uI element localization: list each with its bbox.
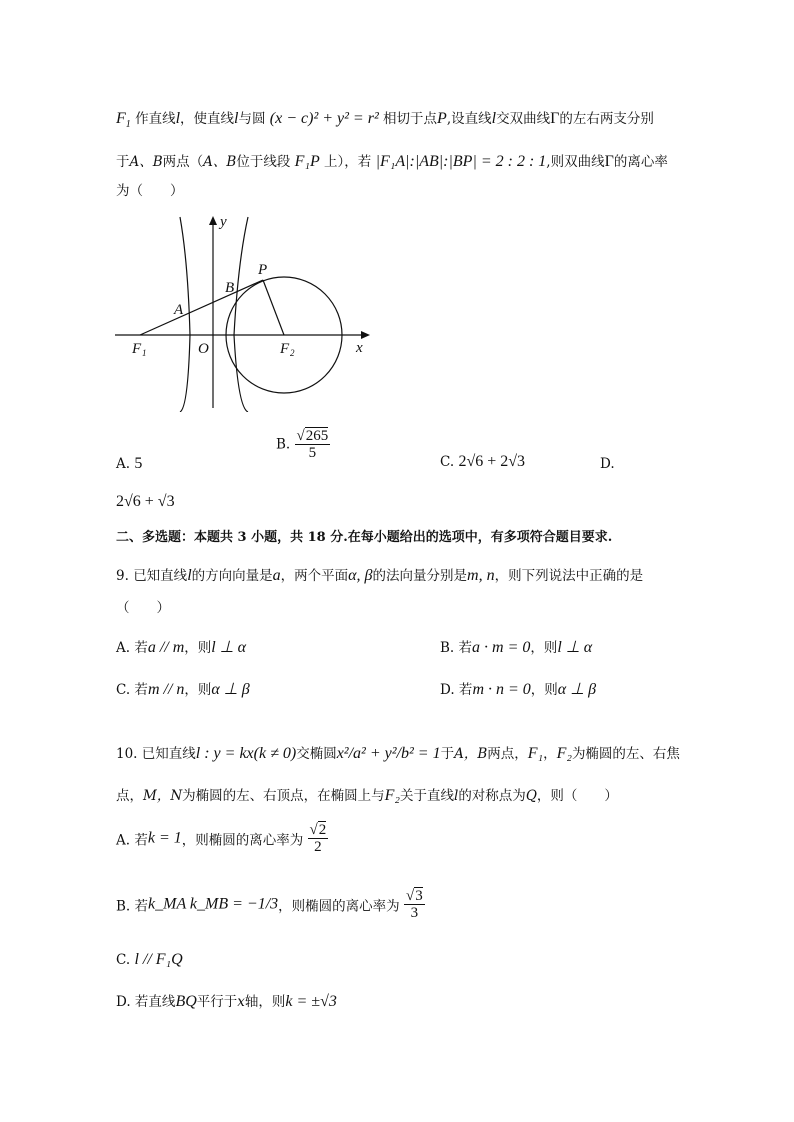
segment-f1p: F₁P <box>294 153 320 170</box>
text: 已知直线 <box>133 568 188 584</box>
text: 为椭圆的左、右焦 <box>571 746 680 762</box>
line-bq: BQ <box>175 993 197 1010</box>
label-f2-sub: 2 <box>290 348 295 358</box>
q8-option-c <box>440 452 525 472</box>
text: 轴，则 <box>244 994 286 1010</box>
text: 与圆 <box>238 111 266 127</box>
points-ab: A、B <box>203 154 237 170</box>
text: ， <box>543 746 557 762</box>
option-result: α ⊥ β <box>211 681 250 698</box>
text: 相切于点 <box>383 111 438 127</box>
option-label: A. 若 <box>116 832 148 849</box>
symbol-l: l <box>234 110 239 127</box>
question-number: 10. <box>116 746 138 762</box>
tangent-line <box>140 280 263 335</box>
section-heading-text: 二、多选题：本题共 3 小题，共 18 分.在每小题给出的选项中，有多项符合题目要求. <box>116 530 613 545</box>
symbol-gamma: Γ <box>550 110 560 127</box>
option-condition: k_MA k_MB = −1/3 <box>148 895 279 913</box>
text: 的左右两支分别 <box>559 111 654 127</box>
q8-option-a <box>116 454 142 474</box>
q10-stem <box>116 744 680 764</box>
text: ，则椭圆的离心率为 <box>181 832 304 849</box>
option-label: A. 若 <box>116 640 148 656</box>
label-a: A <box>174 302 184 318</box>
focus-f1: F₁ <box>527 745 544 762</box>
radius-pf2 <box>263 280 284 335</box>
q9-paren <box>116 598 170 618</box>
q9-option-b <box>440 638 592 658</box>
fraction-denominator: 3 <box>410 905 419 921</box>
x-axis-symbol: x <box>237 994 245 1010</box>
option-condition: m · n = 0 <box>472 681 531 698</box>
q8-option-d <box>600 454 615 474</box>
text: ，则（ ） <box>536 788 618 804</box>
text: ,设直线 <box>446 111 492 127</box>
q9-option-c <box>116 680 250 700</box>
text: ，则 <box>530 640 558 656</box>
focus-f2: F₂ <box>384 787 400 804</box>
text: 交椭圆 <box>296 746 337 762</box>
symbol-l: l <box>175 110 181 127</box>
text: 平行于 <box>196 994 238 1010</box>
text: ,则双曲线 <box>546 154 605 170</box>
label-o: O <box>198 341 209 357</box>
q9-option-a <box>116 638 246 658</box>
text: 两点， <box>487 746 528 762</box>
label-f1: F <box>132 341 142 357</box>
option-label: C. <box>440 454 455 470</box>
option-label: C. <box>116 952 131 968</box>
q10-option-b <box>116 888 425 921</box>
option-condition: a · m = 0 <box>472 639 531 656</box>
fraction-numerator: 3 <box>415 888 423 904</box>
text: 两点（ <box>162 154 204 170</box>
text: ，两个平面 <box>280 568 349 584</box>
option-condition: a // m <box>147 639 185 656</box>
option-b-fraction: $\frac{√3}{3}$ <box>405 888 423 921</box>
symbol-gamma: Γ <box>604 153 614 170</box>
focus-f2: F₂ <box>556 745 572 762</box>
text: ，则椭圆的离心率为 <box>278 898 400 915</box>
text: 的法向量分别是 <box>372 568 468 584</box>
option-label: A. <box>116 456 131 472</box>
option-a-value: 5 <box>134 455 143 472</box>
text: 关于直线 <box>399 788 454 804</box>
fraction-numerator: 2 <box>318 822 327 838</box>
text: 的对称点为 <box>458 788 526 804</box>
symbol-l: l <box>187 567 192 584</box>
answer-paren: （ ） <box>116 600 170 616</box>
point-q: Q <box>525 788 537 804</box>
text: 位于线段 <box>236 154 291 170</box>
text: 点， <box>116 788 143 804</box>
option-result: l ⊥ α <box>557 639 593 656</box>
text: ，则下列说法中正确的是 <box>494 568 644 584</box>
circle-equation: (x − c)² + y² = r² <box>269 110 379 127</box>
fraction-denominator: 2 <box>314 839 322 855</box>
vectors-m-n: m, n <box>467 567 495 584</box>
vector-a: a <box>272 567 281 584</box>
option-expression: l // F₁Q <box>134 951 183 968</box>
point-p: P <box>437 110 447 127</box>
text: 已知直线 <box>141 746 196 762</box>
label-x: x <box>356 340 363 356</box>
vertices-mn: M，N <box>143 788 183 804</box>
text: 的方向向量是 <box>191 568 273 584</box>
option-c-value: 2√6 + 2√3 <box>458 453 526 470</box>
q10-option-d <box>116 992 337 1012</box>
x-axis-arrow <box>361 331 370 339</box>
q10-option-a <box>116 822 328 855</box>
y-axis-arrow <box>209 216 217 225</box>
option-label: D. 若直线 <box>116 994 176 1010</box>
line-equation: l : y = kx(k ≠ 0) <box>195 745 297 762</box>
q8-option-b <box>276 428 330 461</box>
option-result: k = ±√3 <box>285 993 337 1010</box>
symbol-f1: $F_1$ <box>116 110 131 131</box>
text: 为椭圆的左、右顶点，在椭圆上与 <box>182 788 385 804</box>
q8-line-1 <box>116 109 654 135</box>
option-condition: k = 1 <box>147 829 182 847</box>
label-f1-sub: 1 <box>142 348 147 358</box>
option-d-value: 2√6 + √3 <box>116 493 175 510</box>
q8-option-d-value <box>116 492 175 512</box>
option-label: D. 若 <box>440 682 473 698</box>
text: 上），若 <box>324 154 372 170</box>
question-number: 9. <box>116 568 129 584</box>
label-b: B <box>225 280 235 296</box>
fraction-numerator: 265 <box>305 428 329 444</box>
option-a-fraction: $\frac{√2}{2}$ <box>309 822 327 855</box>
text: 于 <box>116 154 130 170</box>
hyperbola-figure <box>110 212 380 412</box>
option-b-fraction: $\frac{√265}{5}$ <box>296 428 329 461</box>
q9-option-d <box>440 680 596 700</box>
text: 作直线 <box>135 111 176 127</box>
symbol-l: l <box>453 788 459 804</box>
option-label: B. <box>276 436 291 453</box>
option-result: α ⊥ β <box>557 681 597 698</box>
text: 于 <box>440 746 455 762</box>
text: 交双曲线 <box>496 111 551 127</box>
hyperbola-right-branch <box>234 217 248 412</box>
option-result: l ⊥ α <box>211 639 247 656</box>
option-label: B. 若 <box>440 640 473 656</box>
ellipse-equation: x²/a² + y²/b² = 1 <box>336 745 441 762</box>
fraction-denominator: 5 <box>308 445 317 461</box>
planes-alpha-beta: α, β <box>348 567 373 584</box>
option-condition: m // n <box>147 681 185 698</box>
section-heading <box>116 528 612 548</box>
option-label: B. 若 <box>116 898 149 915</box>
q10-option-c <box>116 950 183 970</box>
option-label: D. <box>600 456 615 472</box>
q8-line-3 <box>116 181 184 201</box>
q10-line-2 <box>116 786 618 806</box>
points-ab: A、B <box>129 154 163 170</box>
option-label: C. 若 <box>116 682 148 698</box>
label-f2: F <box>280 341 290 357</box>
text: ，则 <box>184 640 212 656</box>
q9-stem <box>116 566 643 586</box>
answer-paren: 为（ ） <box>116 183 184 199</box>
q8-line-2 <box>116 152 668 172</box>
text: 的离心率 <box>613 154 668 170</box>
label-p: P <box>258 262 268 278</box>
text: ，则 <box>530 682 558 698</box>
label-y: y <box>220 214 227 230</box>
symbol-l: l <box>491 110 497 127</box>
text: ，则 <box>184 682 212 698</box>
text: ，使直线 <box>180 111 235 127</box>
ratio-expression: |F₁A|:|AB|:|BP| = 2 : 2 : 1 <box>375 153 547 170</box>
points-ab: A，B <box>454 746 488 762</box>
